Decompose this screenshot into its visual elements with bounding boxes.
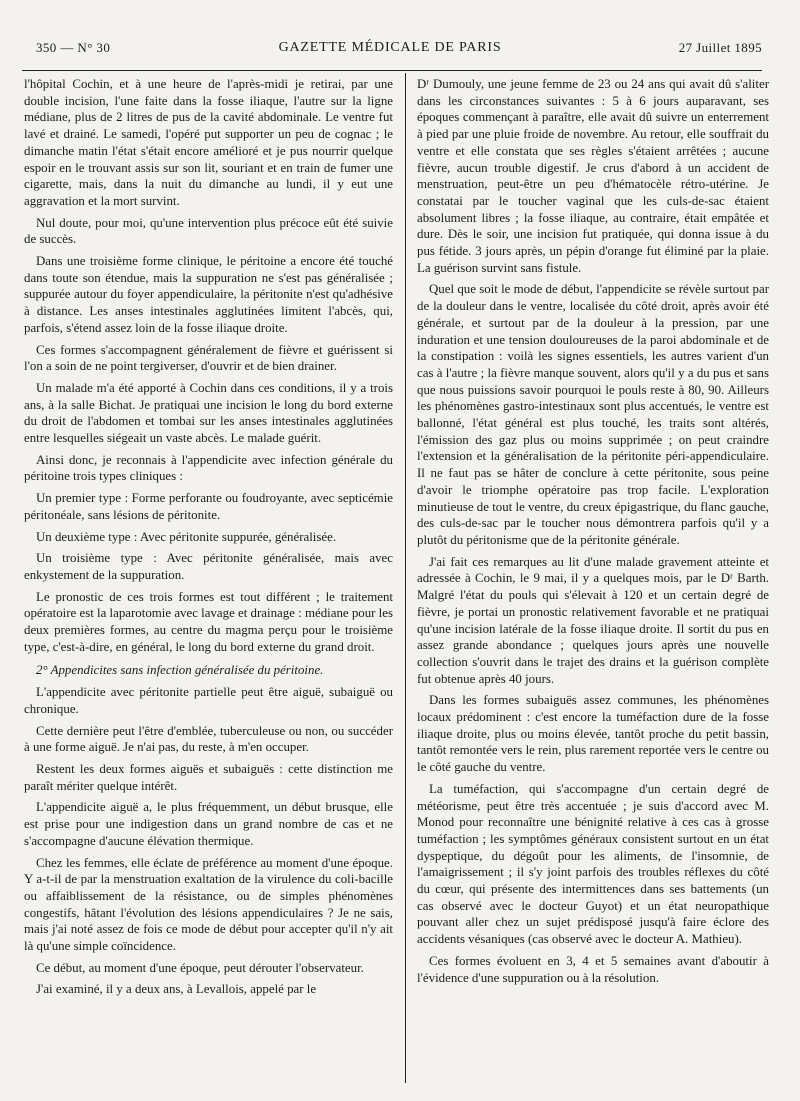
right-column xyxy=(417,76,769,991)
header-rule xyxy=(22,70,762,71)
paragraph: J'ai examiné, il y a deux ans, à Levallois, appelé par le xyxy=(36,982,317,997)
page-number: 350 — N° 30 xyxy=(36,40,111,55)
paragraph: Un premier type : Forme perforante ou foudroyante, avec septicémie péritonéale, sans lésions de péritonite. xyxy=(24,491,393,522)
section-heading: 2° Appendicites sans infection généralisée du péritoine. xyxy=(36,662,324,677)
paragraph: l'hôpital Cochin, et à une heure de l'après-midi je retirai, par une double incision, l'une faite dans la fosse iliaque, l'autre sur la ligne médiane, plus de 2 litres de pus de la cavité abdominale. Le ventre fut lavé et drainé. Le samedi, l'opéré put supporter un peu de cognac ; le dimanche matin l'état s'était encore amélioré et je pus nourrir quelque espoir en le trouvant assis sur son lit, souriant et en train de fumer une cigarette, mais, dans la nuit du dimanche au lundi, il y eut une aggravation et la mort survint. xyxy=(24,77,393,208)
paragraph: Quel que soit le mode de début, l'appendicite se révèle surtout par de la douleur dans le ventre, localisée du côté droit, après avoir été générale, et surtout par de la douleur à la pression, par une induration et une tension douloureuses de la paroi abdominale et de la constipation : voilà les signes essentiels, les autres varient d'un cas à l'autre ; la fièvre manque souvent, alors qu'il y a du pus et sans que nous puissions savoir pourquoi le pouls reste à 80, 90. Ailleurs les phénomènes gastro-intestinaux sont plus accentués, le ventre est ballonné, l'état général est plus touché, les traits sont altérés, l'émission des gaz plus ou moins supprimée ; on peut craindre l'extension et la généralisation de la péritonite péri-appendiculaire. Il ne faut pas se hâter de conclure à cette péritonite, sous peine d'avoir le triomphe opératoire pas trop facile. L'exploration minutieuse de tout le ventre, du creux épigastrique, du flanc gauche, des culs-de-sac par le toucher nous démontrera parfois qu'il y a plutôt du péritonisme que de la péritonite générale. xyxy=(417,282,769,547)
paragraph: Le pronostic de ces trois formes est tout différent ; le traitement opératoire est la laparotomie avec lavage et drainage : médiane pour les deux premières formes, au centre du magma perçu pour le troisième type, c'est-à-dire, en général, le long du bord externe du grand droit. xyxy=(24,589,394,654)
paragraph: Dʳ Dumouly, une jeune femme de 23 ou 24 ans qui avait dû s'aliter dans les circonstances suivantes : 5 à 6 jours auparavant, ses époques commençant à paraître, elle avait dû suivre un enterrement à pied par une pluie froide de novembre. Au retour, elle souffrait du ventre et elle constata que ses règles s'étaient arrêtées ; aucune fièvre, aucun trouble digestif. Je crus d'abord à un accident de menstruation, peut-être un peu d'hématocèle rétro-utérine. Je constatai par le toucher vaginal que les culs-de-sac étaient absolument libres ; la fosse iliaque, au contraire, était empâtée et dure. Dès le soir, une incision fut pratiquée, qui donna issue à du pus fétide. 3 jours après, un pépin d'orange fut éliminé par la plaie. La guérison survint sans fistule. xyxy=(417,77,769,275)
paragraph: L'appendicite aiguë a, le plus fréquemment, un début brusque, elle est prise pour une indigestion dans un grand nombre de cas et ne s'accompagne d'aucune élévation thermique. xyxy=(24,800,393,848)
paragraph: Ainsi donc, je reconnais à l'appendicite avec infection générale du péritoine trois types cliniques : xyxy=(24,452,393,484)
paragraph: Ce début, au moment d'une époque, peut dérouter l'observateur. xyxy=(36,960,364,975)
paragraph: J'ai fait ces remarques au lit d'une malade gravement atteinte et adressée à Cochin, le 9 mai, il y a quelques mois, par le Dʳ Barth. Malgré l'état du pouls qui s'élevait à 120 et un certain degré de fièvre, je portai un pronostic relativement favorable et ne pratiquai qu'une incision latérale de la fosse iliaque droite. Il sortit du pus en assez grande abondance ; quelques jours après une nouvelle collection s'ouvrit dans le trajet des drains et la guérison complète fut obtenue après 40 jours. xyxy=(417,554,769,686)
paragraph: Dans les formes subaiguës assez communes, les phénomènes locaux prédominent : c'est encore la tuméfaction dure de la fosse iliaque droite, plus ou moins élevée, tantôt proche du petit bassin, tantôt remontée vers le rein, plus rarement reportée vers le centre ou le côté gauche du ventre. xyxy=(417,693,769,775)
paragraph: Un deuxième type : Avec péritonite suppurée, généralisée. xyxy=(36,529,337,544)
paragraph: Restent les deux formes aiguës et subaiguës : cette distinction me paraît mériter quelque intérêt. xyxy=(24,762,393,793)
column-divider xyxy=(405,73,406,1083)
paragraph: Nul doute, pour moi, qu'une intervention plus précoce eût été suivie de succès. xyxy=(24,215,393,247)
issue-date: 27 Juillet 1895 xyxy=(678,40,762,55)
paragraph: Un troisième type : Avec péritonite généralisée, mais avec enkystement de la suppuration. xyxy=(24,551,393,582)
paragraph: Dans une troisième forme clinique, le péritoine a encore été touché dans toute son étendue, mais la suppuration ne s'est pas généralisée ; suppurée autour du foyer appendiculaire, la péritonite n'est qu'adhésive à distance. Les anses intestinales agglutinées limitent l'abcès, qui, parfois, s'étend assez loin de la fosse iliaque droite. xyxy=(24,254,393,335)
paragraph: Cette dernière peut l'être d'emblée, tuberculeuse ou non, ou succéder à une forme aiguë. Je n'ai pas, du reste, à m'en occuper. xyxy=(24,723,393,755)
paragraph: La tuméfaction, qui s'accompagne d'un certain degré de météorisme, peut être très accentuée ; je suis d'accord avec M. Monod pour reconnaître une bénignité relative à ces cas à grosse tuméfaction ; les symptômes généraux consistent surtout en un état dyspeptique, du dégoût pour les aliments, de l'insomnie, de l'amaigrissement ; il s'y joint parfois des troubles réflexes du côté du cœur, qui présente des intermittences dans ses battements (un cas observé avec le docteur Guyot) et un état neuropathique pouvant aller chez un sujet prédisposé jusqu'à faire éclore des accidents vésaniques (cas observé avec le docteur A. Mathieu). xyxy=(417,781,769,947)
paragraph: Ces formes évoluent en 3, 4 et 5 semaines avant d'aboutir à l'évidence d'une suppuration ou à la résolution. xyxy=(417,953,769,985)
paragraph: L'appendicite avec péritonite partielle peut être aiguë, subaiguë ou chronique. xyxy=(24,685,393,716)
journal-title: GAZETTE MÉDICALE DE PARIS xyxy=(278,40,502,55)
paragraph: Chez les femmes, elle éclate de préférence au moment d'une époque. Y a-t-il de par la menstruation exaltation de la virulence du coli-bacille ou affaiblissement de la résistance, ou de simples phénomènes congestifs, hâtant l'évolution des lésions appendiculaires ? Je ne sais, mais j'ai noté assez de fois ce mode de début pour accepter qu'il n'y ait là qu'une simple coïncidence. xyxy=(24,855,393,954)
paragraph: Ces formes s'accompagnent généralement de fièvre et guérissent si l'on a soin de ne point tergiverser, d'ouvrir et de bien drainer. xyxy=(24,342,393,374)
paragraph: Un malade m'a été apporté à Cochin dans ces conditions, il y a trois ans, à la salle Bichat. Je pratiquai une incision le long du bord externe du droit de l'abdomen et tombai sur les anses intestinales agglutinées entre lesquelles siégeait un vaste abcès. Le malade guérit. xyxy=(24,380,393,446)
left-column xyxy=(24,76,393,1003)
